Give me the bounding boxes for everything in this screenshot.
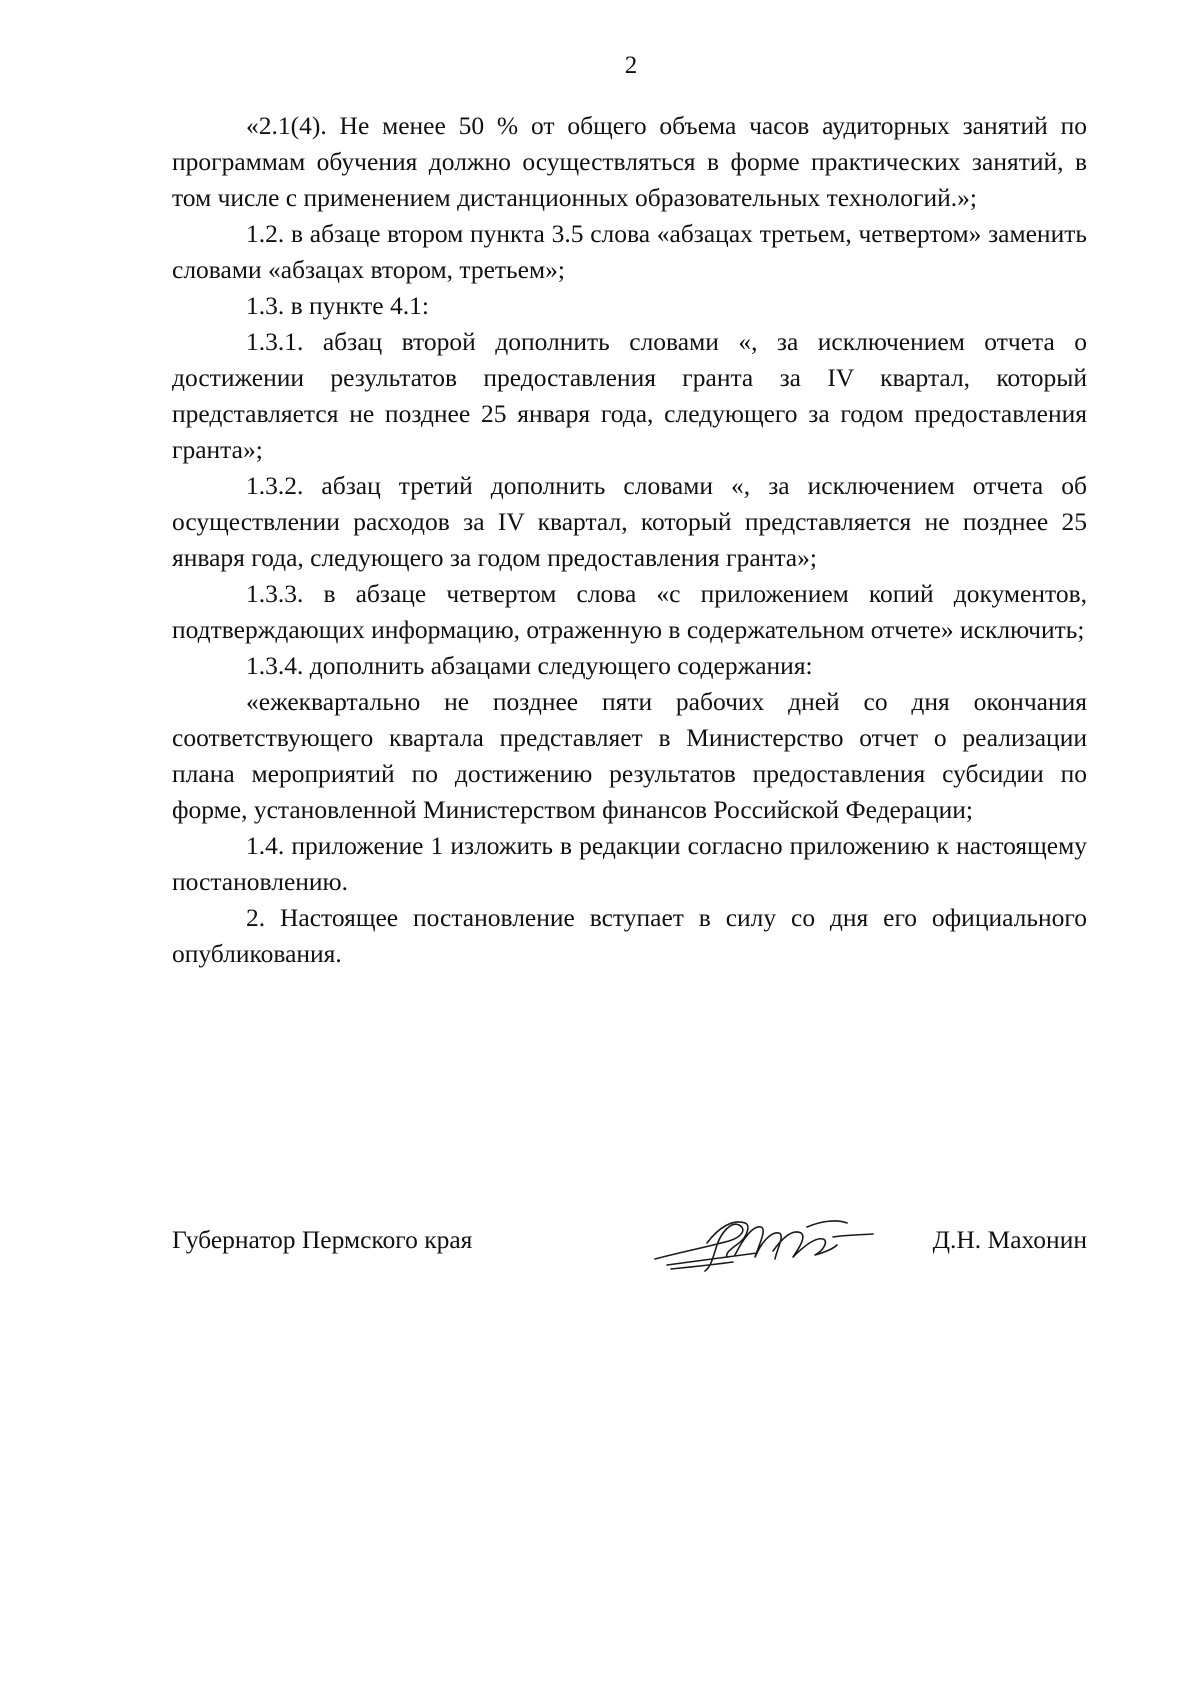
signer-name: Д.Н. Махонин bbox=[932, 1225, 1087, 1254]
paragraph-1-4: 1.4. приложение 1 изложить в редакции согласно приложению к настоящему постановлению. bbox=[172, 831, 1087, 896]
paragraph-2: 2. Настоящее постановление вступает в силу со дня его официального опубликования. bbox=[172, 903, 1087, 968]
paragraph-1-2: 1.2. в абзаце втором пункта 3.5 слова «абзацах третьем, четвертом» заменить словами «абзацах втором, третьем»; bbox=[172, 219, 1087, 284]
handwritten-signature bbox=[647, 1207, 877, 1277]
paragraph-quarterly-report: «ежеквартально не позднее пяти рабочих дней со дня окончания соответствующего квартала представляет в Министерство отчет о реализации плана мероприятий по достижению результатов предоставления субсидии по форме, установленной Министерством финансов Российской Федерации; bbox=[172, 687, 1087, 824]
paragraph-1-3-2: 1.3.2. абзац третий дополнить словами «, за исключением отчета об осуществлении расходов за IV квартал, который представляется не позднее 25 января года, следующего за годом предоставления гранта»; bbox=[172, 471, 1087, 572]
paragraph-1-3-1: 1.3.1. абзац второй дополнить словами «, за исключением отчета о достижении результатов предоставления гранта за IV квартал, который представляется не позднее 25 января года, следующего за годом предоставления гранта»; bbox=[172, 327, 1087, 464]
signer-position: Губернатор Пермского края bbox=[172, 1225, 473, 1254]
document-body bbox=[172, 108, 1087, 972]
paragraph-2-1-4: «2.1(4). Не менее 50 % от общего объема часов аудиторных занятий по программам обучения должно осуществляться в форме практических занятий, в том числе с применением дистанционных образовательных технологий.»; bbox=[172, 111, 1087, 212]
paragraph-1-3-4: 1.3.4. дополнить абзацами следующего содержания: bbox=[246, 651, 813, 680]
signature-block bbox=[172, 1215, 1087, 1275]
page-number: 2 bbox=[624, 52, 638, 79]
paragraph-1-3: 1.3. в пункте 4.1: bbox=[246, 291, 429, 320]
paragraph-1-3-3: 1.3.3. в абзаце четвертом слова «с приложением копий документов, подтверждающих информацию, отраженную в содержательном отчете» исключить; bbox=[172, 579, 1087, 644]
